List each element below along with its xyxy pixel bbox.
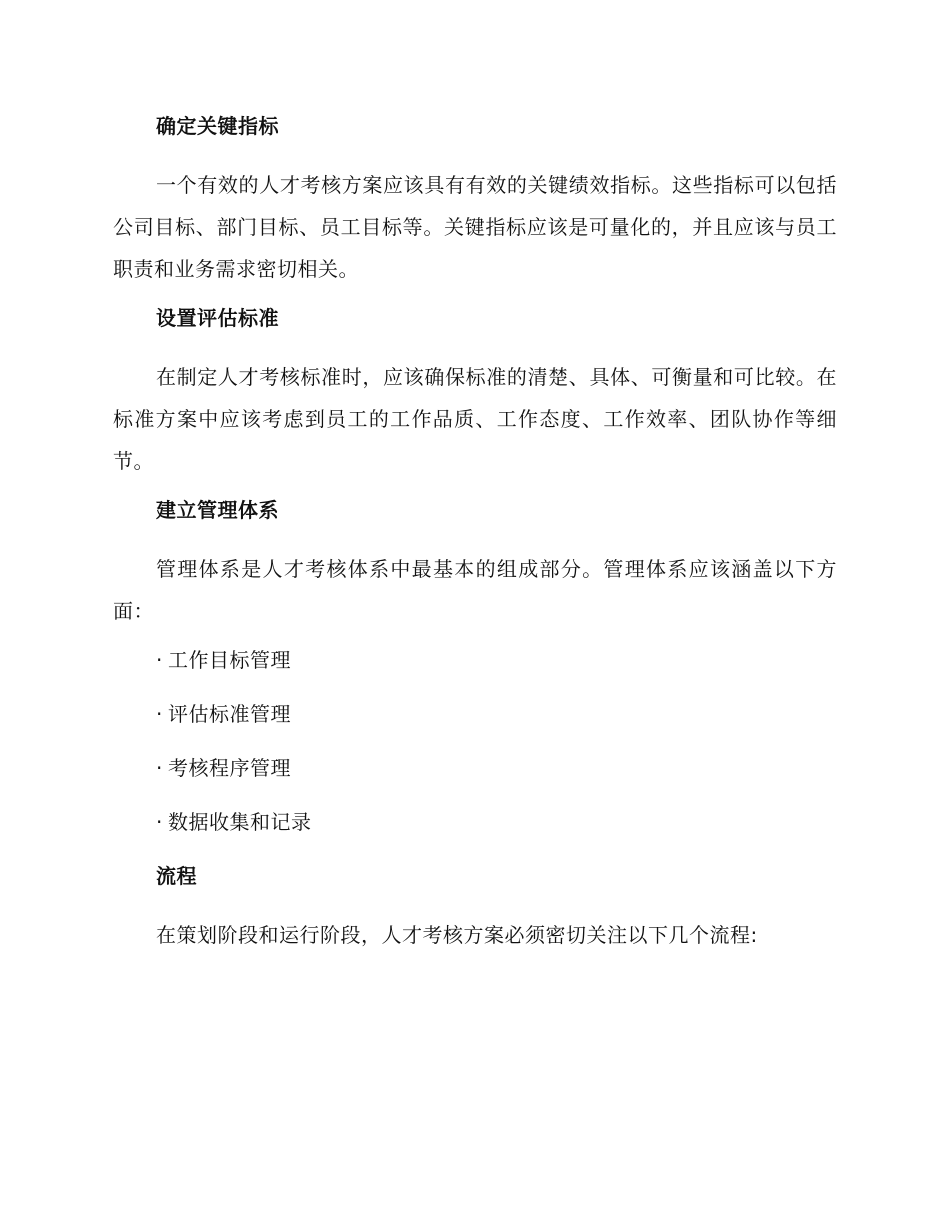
bullet-mark: · — [156, 756, 163, 780]
section-paragraph-key-indicators: 一个有效的人才考核方案应该具有有效的关键绩效指标。这些指标可以包括公司目标、部门目标、员工目标等。关键指标应该是可量化的，并且应该与员工职责和业务需求密切相关。 — [113, 173, 837, 281]
list-item — [156, 806, 837, 838]
management-system-list — [113, 644, 837, 838]
section-paragraph-evaluation-standards: 在制定人才考核标准时，应该确保标准的清楚、具体、可衡量和可比较。在标准方案中应该考虑到员工的工作品质、工作态度、工作效率、团队协作等细节。 — [113, 365, 837, 473]
section-heading-management-system: 建立管理体系 — [156, 498, 279, 522]
section-paragraph-process: 在策划阶段和运行阶段，人才考核方案必须密切关注以下几个流程: — [156, 923, 758, 947]
list-item-text: 工作目标管理 — [168, 648, 291, 672]
list-item-text: 评估标准管理 — [168, 702, 291, 726]
section-heading-process: 流程 — [156, 864, 197, 888]
section-paragraph-management-system: 管理体系是人才考核体系中最基本的组成部分。管理体系应该涵盖以下方面： — [113, 557, 837, 623]
section-heading-evaluation-standards: 设置评估标准 — [156, 306, 279, 330]
list-item — [156, 752, 837, 784]
bullet-mark: · — [156, 702, 163, 726]
bullet-mark: · — [156, 648, 163, 672]
list-item — [156, 644, 837, 676]
list-item — [156, 698, 837, 730]
list-item-text: 考核程序管理 — [168, 756, 291, 780]
bullet-mark: · — [156, 810, 163, 834]
section-heading-key-indicators: 确定关键指标 — [156, 114, 279, 138]
list-item-text: 数据收集和记录 — [168, 810, 312, 834]
